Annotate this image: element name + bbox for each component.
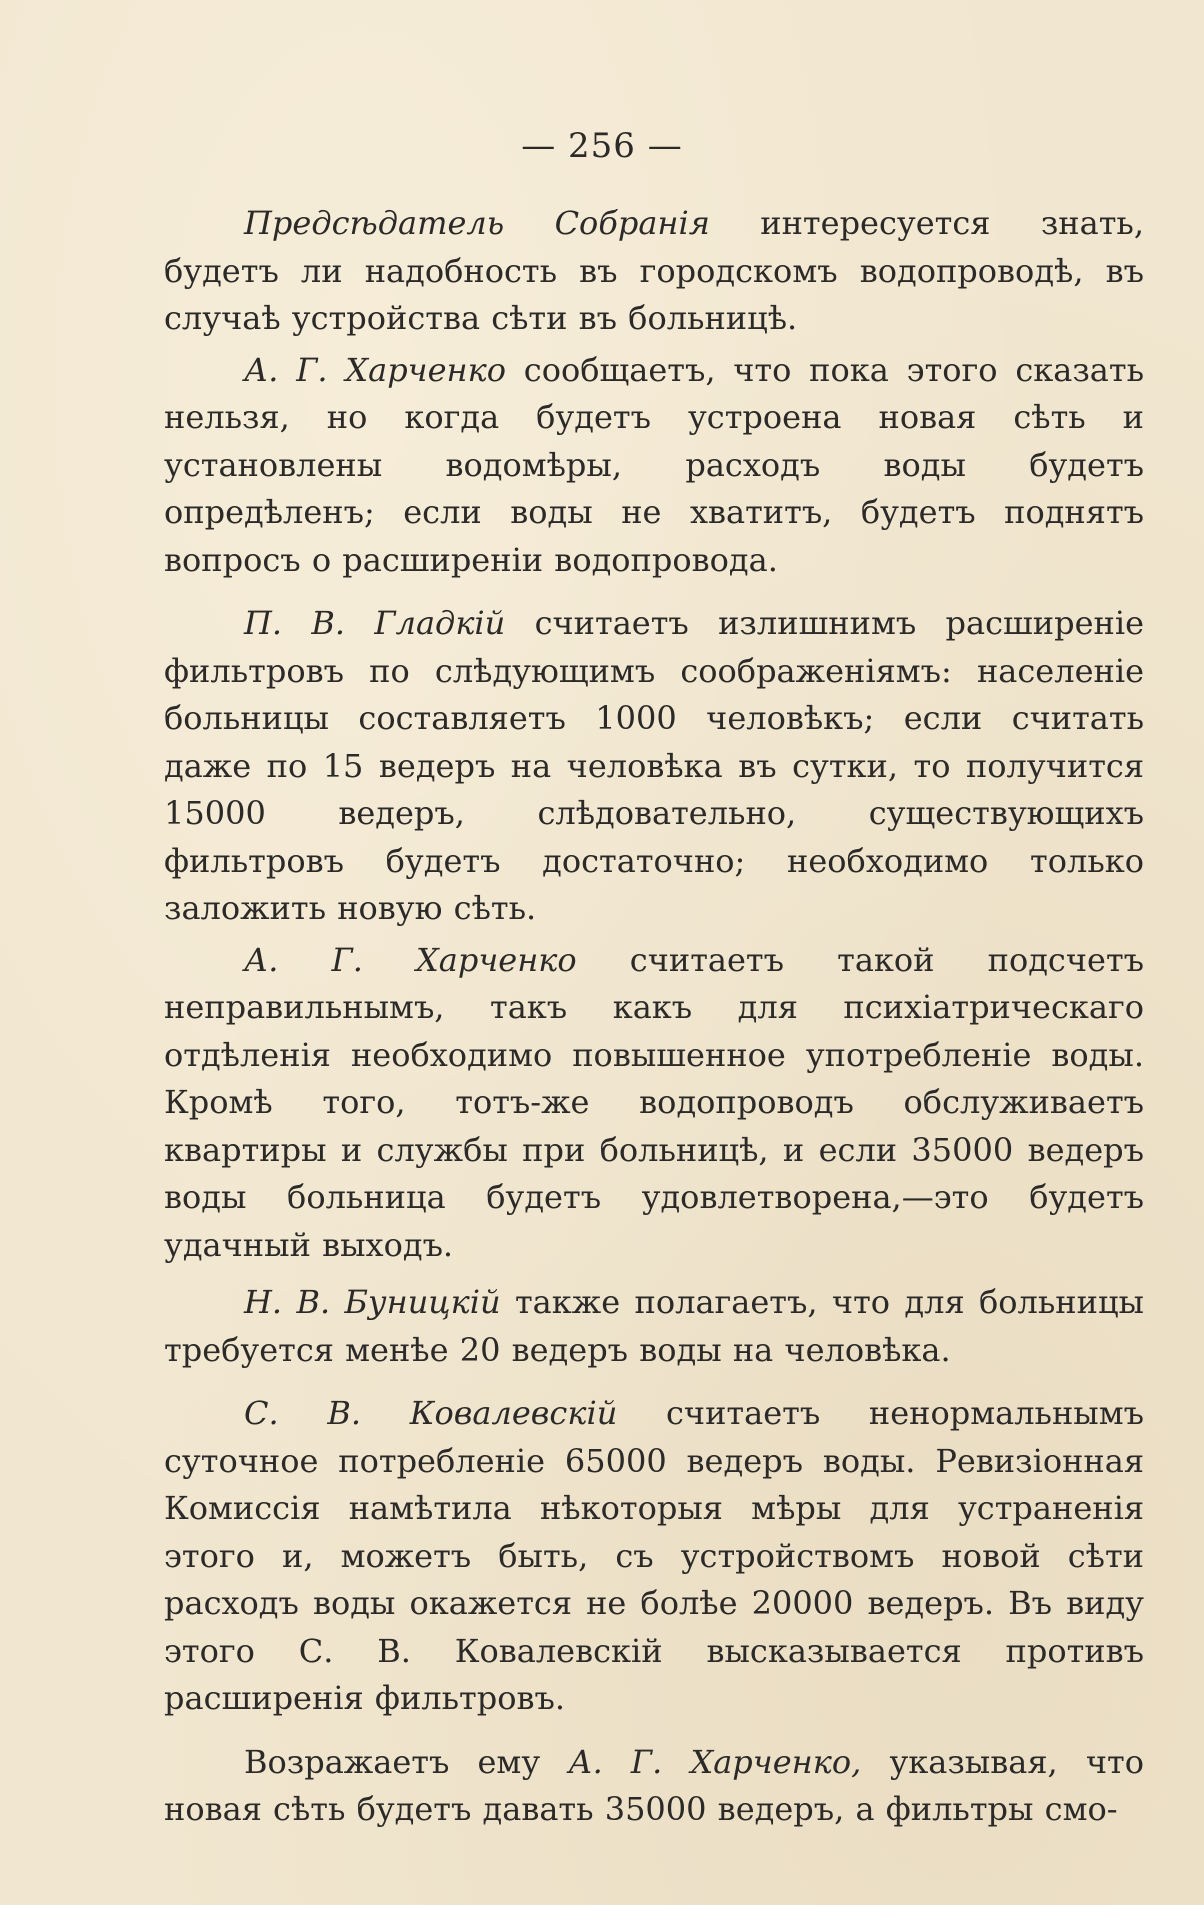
paragraph-text: интересуется знать, будетъ ли надобность въ городскомъ водопроводѣ, въ случаѣ устройства сѣти въ больницѣ. <box>164 204 1144 337</box>
paragraph <box>164 600 1144 933</box>
speaker-name: С. В. Ковалевскій <box>244 1394 618 1432</box>
body-text <box>164 200 1144 1834</box>
paragraph-text: считаетъ ненормальнымъ суточное потребленіе 65000 ведеръ воды. Ревизіонная Комиссія намѣтила нѣкоторыя мѣры для устраненія этого и, можетъ быть, съ устройствомъ новой сѣти расходъ воды окажется не болѣе 20000 ведеръ. Въ виду этого С. В. Ковалевскій высказывается противъ расширенія фильтровъ. <box>164 1394 1144 1717</box>
paragraph <box>164 937 1144 1270</box>
paragraph <box>164 200 1144 343</box>
speaker-name: П. В. Гладкій <box>244 604 506 642</box>
page-number: — 256 — <box>521 126 683 166</box>
paragraph-text: указывая, что новая сѣть будетъ давать 35000 ведеръ, а фильтры смо- <box>164 1742 1145 1828</box>
paragraph <box>164 1279 1144 1374</box>
speaker-name: А. Г. Харченко <box>244 350 506 389</box>
paragraph-text: сообщаетъ, что пока этого сказать нельзя, но когда будетъ устроена новая сѣть и установлены водомѣры, расходъ воды будетъ опредѣленъ; если воды не хватитъ, будетъ поднятъ вопросъ о расширеніи водопровода. <box>164 350 1145 579</box>
paragraph-text: также полагаетъ, что для больницы требуется менѣе 20 ведеръ воды на человѣка. <box>164 1283 1145 1369</box>
speaker-name: Предсѣдатель Собранія <box>244 204 710 242</box>
paragraph <box>164 1739 1144 1834</box>
paragraph-lead: Возражаетъ ему <box>244 1742 569 1781</box>
paragraph-text: считаетъ излишнимъ расширеніе фильтровъ по слѣдующимъ соображеніямъ: населеніе больницы составляетъ 1000 человѣкъ; если считать даже по 15 ведеръ на человѣка въ сутки, то получится 15000 ведеръ, слѣдовательно, существующихъ фильтровъ будетъ достаточно; необходимо только заложить новую сѣть. <box>164 604 1145 927</box>
paragraph <box>164 1390 1144 1723</box>
paragraph <box>164 347 1144 585</box>
speaker-name: Н. В. Буницкій <box>244 1283 501 1321</box>
speaker-name: А. Г. Харченко <box>244 940 577 979</box>
paragraph-text: считаетъ такой подсчетъ неправильнымъ, такъ какъ для психіатрическаго отдѣленія необходимо повышенное употребленіе воды. Кромѣ того, тотъ-же водопроводъ обслуживаетъ квартиры и службы при больницѣ, и если 35000 ведеръ воды больница будетъ удовлетворена,—это будетъ удачный выходъ. <box>164 940 1145 1264</box>
speaker-name: А. Г. Харченко, <box>568 1742 862 1781</box>
